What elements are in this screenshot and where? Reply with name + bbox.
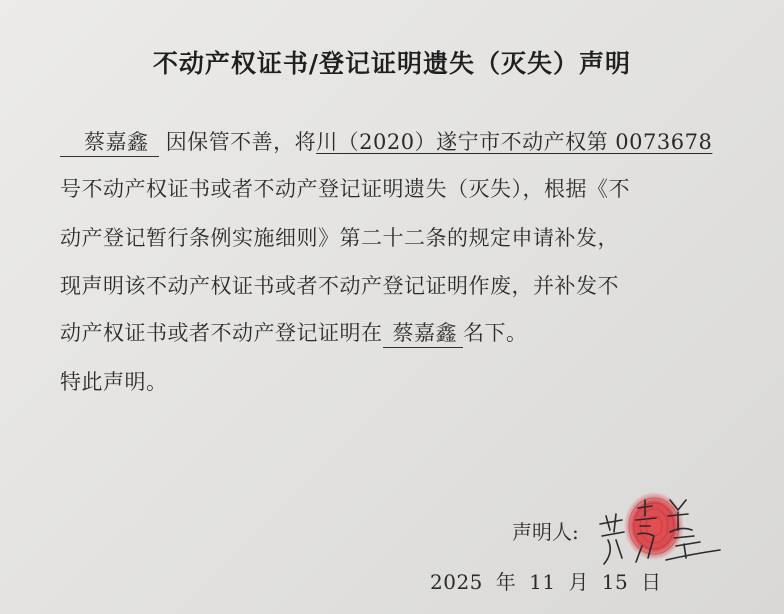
- date-day: 15: [601, 570, 629, 594]
- body-line-2: 号不动产权证书或者不动产登记证明遗失（灭失），根据《不: [60, 177, 630, 201]
- date-month-unit: 月: [568, 570, 589, 594]
- body-line-1-text: 因保管不善，将: [165, 130, 317, 154]
- new-owner-name: 蔡嘉鑫: [383, 317, 464, 348]
- fingerprint-stamp: [624, 492, 684, 560]
- date-year-unit: 年: [495, 570, 517, 594]
- date-day-unit: 日: [641, 570, 662, 594]
- body-line-4: 现声明该不动产权证书或者不动产登记证明作废，并补发不: [60, 274, 619, 298]
- body-line-5-end: 名下。: [463, 321, 528, 345]
- declaration-date: [430, 566, 668, 595]
- body-line-3: 动产登记暂行条例实施细则》第二十二条的规定申请补发，: [60, 226, 619, 250]
- date-year: 2025: [430, 570, 483, 594]
- certificate-number: 川（2020）遂宁市不动产权第 0073678: [316, 130, 713, 154]
- body-line-6: 特此声明。: [60, 370, 168, 394]
- applicant-name: 蔡嘉鑫: [60, 126, 159, 157]
- document-title: 不动产权证书/登记证明遗失（灭失）声明: [152, 49, 632, 78]
- body-line-5: [60, 317, 528, 348]
- body-line-1: [60, 126, 712, 157]
- declarant-label: 声明人:: [512, 520, 579, 544]
- date-month: 11: [529, 570, 556, 594]
- signature-with-fingerprint: [596, 486, 726, 576]
- body-line-5-text: 动产权证书或者不动产登记证明在: [60, 321, 383, 345]
